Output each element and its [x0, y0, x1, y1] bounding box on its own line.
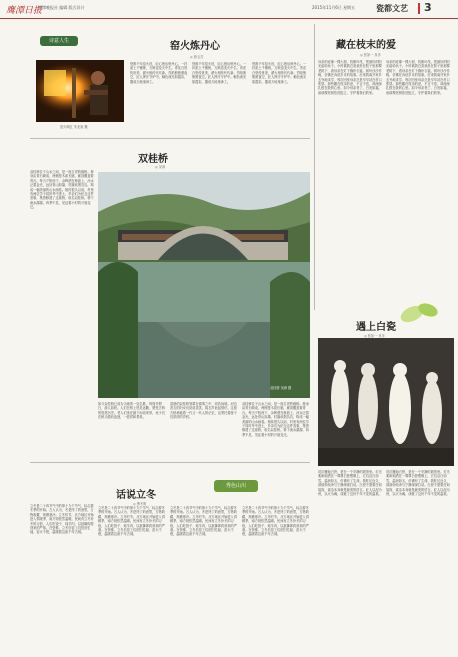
bridge-photo-caption: 双桂桥 吴涛 摄	[270, 386, 292, 390]
divider	[30, 138, 310, 139]
bridge-byline: ◎ 吴涛	[155, 165, 166, 169]
section-tag-kiln	[40, 36, 78, 46]
kiln-poem-col2: 瓷都千年窑火旺，匠心独运炼丹心。一抔泥土千锤炼，万般窑变火中生。青花白瓷传世美，薪火相传代代新。烈焰熊熊照夜空，匠人挥汗守炉中。釉色流光如霞彩，器成天地鬼神工。	[192, 62, 247, 84]
page-header	[0, 0, 458, 19]
header-info: 鹰潭晚报社 编辑 版式设计	[38, 5, 85, 10]
bridge-body-mid: 如今双桂桥已成为当地的一处名胜，每逢节假日，游人如织。人们在桥上驻足远眺，感受古桥的悠悠历史。老人们坐在廊下闲话家常，孩子们在桥头嬉戏追逐，一派祥和景象。	[98, 402, 165, 420]
forest-title: 藏在枝末的爱	[336, 40, 396, 51]
bridge-body-left: 双桂桥位于山水之间，是一座古老的廊桥。桥身由青石砌成，两侧是木质长廊，廊顶覆盖着青瓦。每当夕阳西下，余晖洒在桥面上，河水泛着金光，远处青山如黛，村落炊烟袅袅，构成一幅美丽的山水画卷。相传很久以前，村里有两位学子同时考中进士，乡亲们为纪念这件喜事，集资修建了这座桥，取名双桂桥。桥下流水潺潺，四季不息，见证着小村的兴衰变迁。	[30, 170, 94, 210]
forest-body-col2: 母亲的爱像一棵大树，枝繁叶茂，把最好的阳光留给孩子。小时候我总喜欢坐在院子里那棵老树下，看母亲在灯下缝补衣裳。树叶沙沙作响，仿佛在诉说岁月的故事。后来我离开家乡去外地求学，每次回家母亲总是早早站在村口张望。那些藏在枝末的爱，不言不语，却深深扎根在我的心里。如今母亲老了，白发如霜，而那棵老树依旧挺立，守护着我们的家。	[386, 60, 450, 95]
bridge-body-right: 双桂桥位于山水之间，是一座古老的廊桥。桥身由青石砌成，两侧是木质长廊，廊顶覆盖着青瓦。每当夕阳西下，余晖洒在桥面上，河水泛着金光，远处青山如黛，村落炊烟袅袅，构成一幅美丽的山水画卷。相传很久以前，村里有两位学子同时考中进士，乡亲们为纪念这件喜事，集资修建了这座桥，取名双桂桥。桥下流水潺潺，四季不息，见证着小村的兴衰变迁。	[242, 402, 309, 437]
winter-body-col1: 立冬是二十四节气中的第十九个节气，标志着冬季的开始。古人认为，冬是终了的意思，万物收藏，规避寒冷。立冬时节，北方地区开始进入供暖季，南方则依然温暖。民间有立冬补冬的习俗，人们吃饺子、炖羊肉，以抵御即将到来的严寒。在瓷都，立冬后窑工们依旧忙碌，窑火不熄，温暖着这座千年古城。	[30, 504, 94, 535]
kiln-byline: ◎ 熊玉芳	[190, 55, 204, 59]
leaf-decoration-icon	[396, 296, 442, 328]
bridge-photo-graphic	[98, 172, 310, 398]
porcelain-photo-graphic	[318, 338, 454, 466]
newspaper-logo: 鹰潭日报	[6, 6, 43, 16]
winter-body-col3: 立冬是二十四节气中的第十九个节气，标志着冬季的开始。古人认为，冬是终了的意思，万物收藏，规避寒冷。立冬时节，北方地区开始进入供暖季，南方则依然温暖。民间有立冬补冬的习俗，人们吃饺子、炖羊肉，以抵御即将到来的严寒。在瓷都，立冬后窑工们依旧忙碌，窑火不熄，温暖着这座千年古城。	[170, 506, 237, 537]
bridge-body-mid2: 清晨的双桂桥笼罩在薄雾之中，宛若仙境。河边洗衣的妇女们说说笑笑，捣衣声此起彼伏。这座古桥承载着一代又一代人的记忆，也寄托着游子们浓浓的乡愁。	[170, 402, 237, 420]
winter-byline: ◎ 曹冬明	[133, 502, 147, 506]
divider	[30, 462, 310, 463]
section-tag-label: 秀色山川	[225, 483, 246, 489]
white-porcelain-photo	[318, 338, 454, 466]
leaf-decoration-graphic	[396, 296, 442, 328]
page-number: 3	[424, 1, 432, 14]
kiln-photo-caption: 窑火映红 朱北泉 摄	[60, 125, 88, 129]
white-title: 遇上白瓷	[356, 322, 396, 333]
kiln-photo-graphic	[36, 60, 124, 122]
section-title: 瓷都文艺	[376, 4, 408, 13]
column-divider	[314, 24, 315, 310]
white-body-col2: 初次邂逅白瓷，是在一个安静的展馆里。灯光柔和地洒在一尊尊白瓷塑像上，它们洁白如雪，温润如玉，仿佛有了生命。我驻足良久，被那份纯净与宁静深深打动。白瓷不需要任何装饰，素洁本身就是最美的语言。匠人以泥为骨，以火为魂，成就了这份千年不变的温柔。	[386, 470, 450, 497]
section-tag-winter	[214, 480, 258, 492]
bridge-photo	[98, 172, 310, 398]
white-body-col1: 初次邂逅白瓷，是在一个安静的展馆里。灯光柔和地洒在一尊尊白瓷塑像上，它们洁白如雪，温润如玉，仿佛有了生命。我驻足良久，被那份纯净与宁静深深打动。白瓷不需要任何装饰，素洁本身就是最美的语言。匠人以泥为骨，以火为魂，成就了这份千年不变的温柔。	[318, 470, 382, 497]
winter-body-col2: 立冬是二十四节气中的第十九个节气，标志着冬季的开始。古人认为，冬是终了的意思，万物收藏，规避寒冷。立冬时节，北方地区开始进入供暖季，南方则依然温暖。民间有立冬补冬的习俗，人们吃饺子、炖羊肉，以抵御即将到来的严寒。在瓷都，立冬后窑工们依旧忙碌，窑火不熄，温暖着这座千年古城。	[98, 506, 165, 537]
bridge-title: 双桂桥	[138, 154, 168, 165]
kiln-poem-col3: 瓷都千年窑火旺，匠心独运炼丹心。一抔泥土千锤炼，万般窑变火中生。青花白瓷传世美，薪火相传代代新。烈焰熊熊照夜空，匠人挥汗守炉中。釉色流光如霞彩，器成天地鬼神工。	[252, 62, 307, 84]
section-tag-label: 诗意人生	[48, 38, 69, 44]
winter-title: 话说立冬	[116, 490, 156, 501]
kiln-photo	[36, 60, 124, 122]
forest-byline: ◎ 张如一 肖彦	[360, 53, 381, 57]
winter-body-col4: 立冬是二十四节气中的第十九个节气，标志着冬季的开始。古人认为，冬是终了的意思，万物收藏，规避寒冷。立冬时节，北方地区开始进入供暖季，南方则依然温暖。民间有立冬补冬的习俗，人们吃饺子、炖羊肉，以抵御即将到来的严寒。在瓷都，立冬后窑工们依旧忙碌，窑火不熄，温暖着这座千年古城。	[242, 506, 309, 537]
kiln-poem-col1: 瓷都千年窑火旺，匠心独运炼丹心。一抔泥土千锤炼，万般窑变火中生。青花白瓷传世美，薪火相传代代新。烈焰熊熊照夜空，匠人挥汗守炉中。釉色流光如霞彩，器成天地鬼神工。	[130, 62, 188, 84]
page-number-bar	[418, 3, 420, 14]
header-date: 2015年11月6日 星期五	[312, 5, 356, 10]
kiln-title: 窑火炼丹心	[170, 41, 220, 52]
forest-body-col1: 母亲的爱像一棵大树，枝繁叶茂，把最好的阳光留给孩子。小时候我总喜欢坐在院子里那棵老树下，看母亲在灯下缝补衣裳。树叶沙沙作响，仿佛在诉说岁月的故事。后来我离开家乡去外地求学，每次回家母亲总是早早站在村口张望。那些藏在枝末的爱，不言不语，却深深扎根在我的心里。如今母亲老了，白发如霜，而那棵老树依旧挺立，守护着我们的家。	[318, 60, 382, 95]
white-byline: ◎ 张如一 肖彦	[364, 334, 385, 338]
